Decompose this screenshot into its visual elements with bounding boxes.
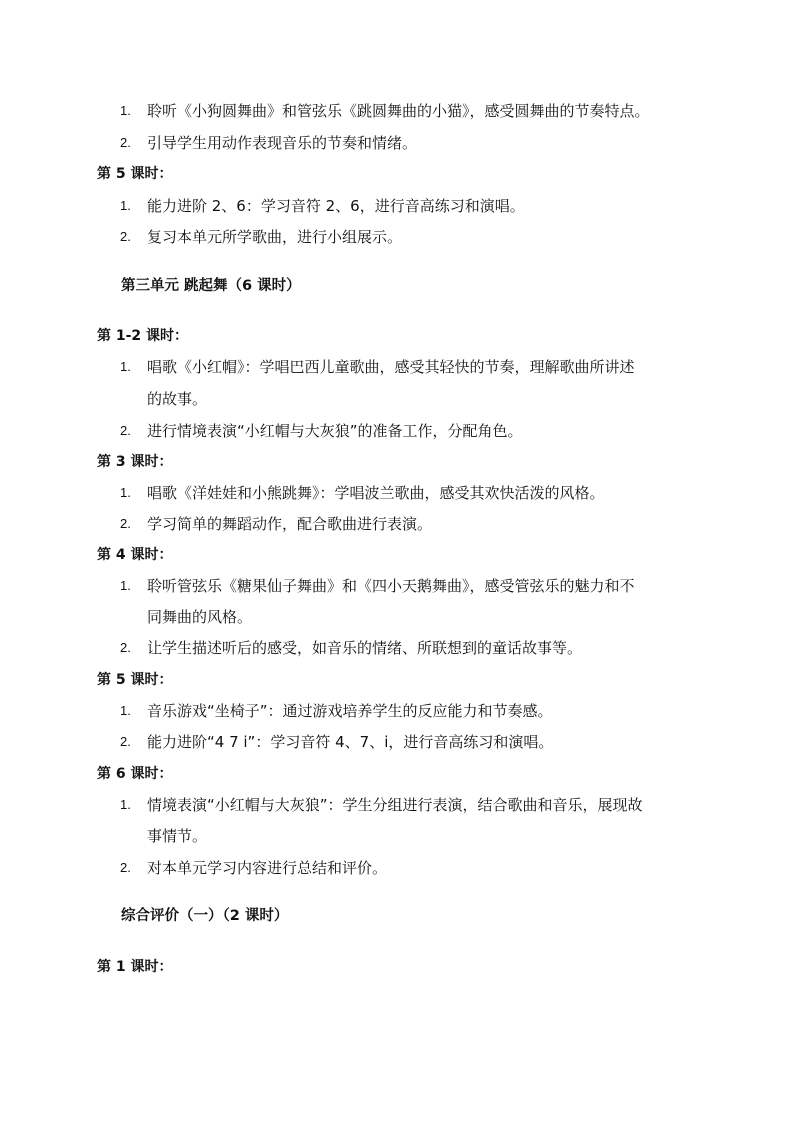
list-item-text: 唱歌《洋娃娃和小熊跳舞》：学唱波兰歌曲，感受其欢快活泼的风格。: [147, 484, 605, 502]
lesson-heading: 第 1 课时：: [97, 959, 173, 975]
list-number: 1.: [120, 485, 131, 500]
lesson-heading: 第 4 课时：: [97, 547, 173, 563]
list-item-text: 聆听管弦乐《糖果仙子舞曲》和《四小天鹅舞曲》，感受管弦乐的魅力和不: [147, 577, 635, 595]
list-item-text: 学习简单的舞蹈动作，配合歌曲进行表演。: [147, 515, 433, 533]
lesson-heading: 第 3 课时：: [97, 454, 173, 470]
list-item-text: 情境表演“小红帽与大灰狼”：学生分组进行表演，结合歌曲和音乐，展现故: [147, 796, 643, 814]
list-item-text: 音乐游戏“坐椅子”：通过游戏培养学生的反应能力和节奏感。: [147, 702, 553, 720]
list-number: 1.: [120, 359, 131, 374]
list-item-text: 对本单元学习内容进行总结和评价。: [147, 859, 388, 877]
lesson-heading: 第 5 课时：: [97, 672, 173, 688]
list-number: 1.: [120, 578, 131, 593]
lesson-heading: 第 5 课时：: [97, 166, 173, 182]
list-item-text-continued: 事情节。: [147, 827, 208, 845]
list-number: 1.: [120, 198, 131, 213]
list-number: 2.: [120, 423, 131, 438]
list-item-text-continued: 同舞曲的风格。: [147, 608, 253, 626]
list-item-text: 能力进阶 2、6：学习音符 2、6，进行音高练习和演唱。: [147, 197, 525, 215]
list-item-text-continued: 的故事。: [147, 390, 208, 408]
list-number: 1.: [120, 797, 131, 812]
list-item-text: 唱歌《小红帽》：学唱巴西儿童歌曲，感受其轻快的节奏，理解歌曲所讲述: [147, 358, 635, 376]
list-item-text: 聆听《小狗圆舞曲》和管弦乐《跳圆舞曲的小猫》，感受圆舞曲的节奏特点。: [147, 102, 650, 120]
list-number: 1.: [120, 703, 131, 718]
lesson-heading: 第 1-2 课时：: [97, 328, 189, 344]
list-number: 2.: [120, 135, 131, 150]
list-number: 2.: [120, 229, 131, 244]
list-item-text: 能力进阶“4 7 i”：学习音符 4、7、i，进行音高练习和演唱。: [147, 733, 554, 751]
unit-title: 第三单元 跳起舞（6 课时）: [121, 278, 301, 294]
list-number: 2.: [120, 516, 131, 531]
list-number: 1.: [120, 103, 131, 118]
list-item-text: 引导学生用动作表现音乐的节奏和情绪。: [147, 134, 418, 152]
evaluation-title: 综合评价（一）（2 课时）: [121, 908, 289, 924]
list-number: 2.: [120, 734, 131, 749]
list-number: 2.: [120, 640, 131, 655]
list-item-text: 进行情境表演“小红帽与大灰狼”的准备工作，分配角色。: [147, 422, 523, 440]
list-item-text: 让学生描述听后的感受，如音乐的情绪、所联想到的童话故事等。: [147, 639, 583, 657]
list-number: 2.: [120, 860, 131, 875]
list-item-text: 复习本单元所学歌曲，进行小组展示。: [147, 228, 403, 246]
lesson-heading: 第 6 课时：: [97, 766, 173, 782]
